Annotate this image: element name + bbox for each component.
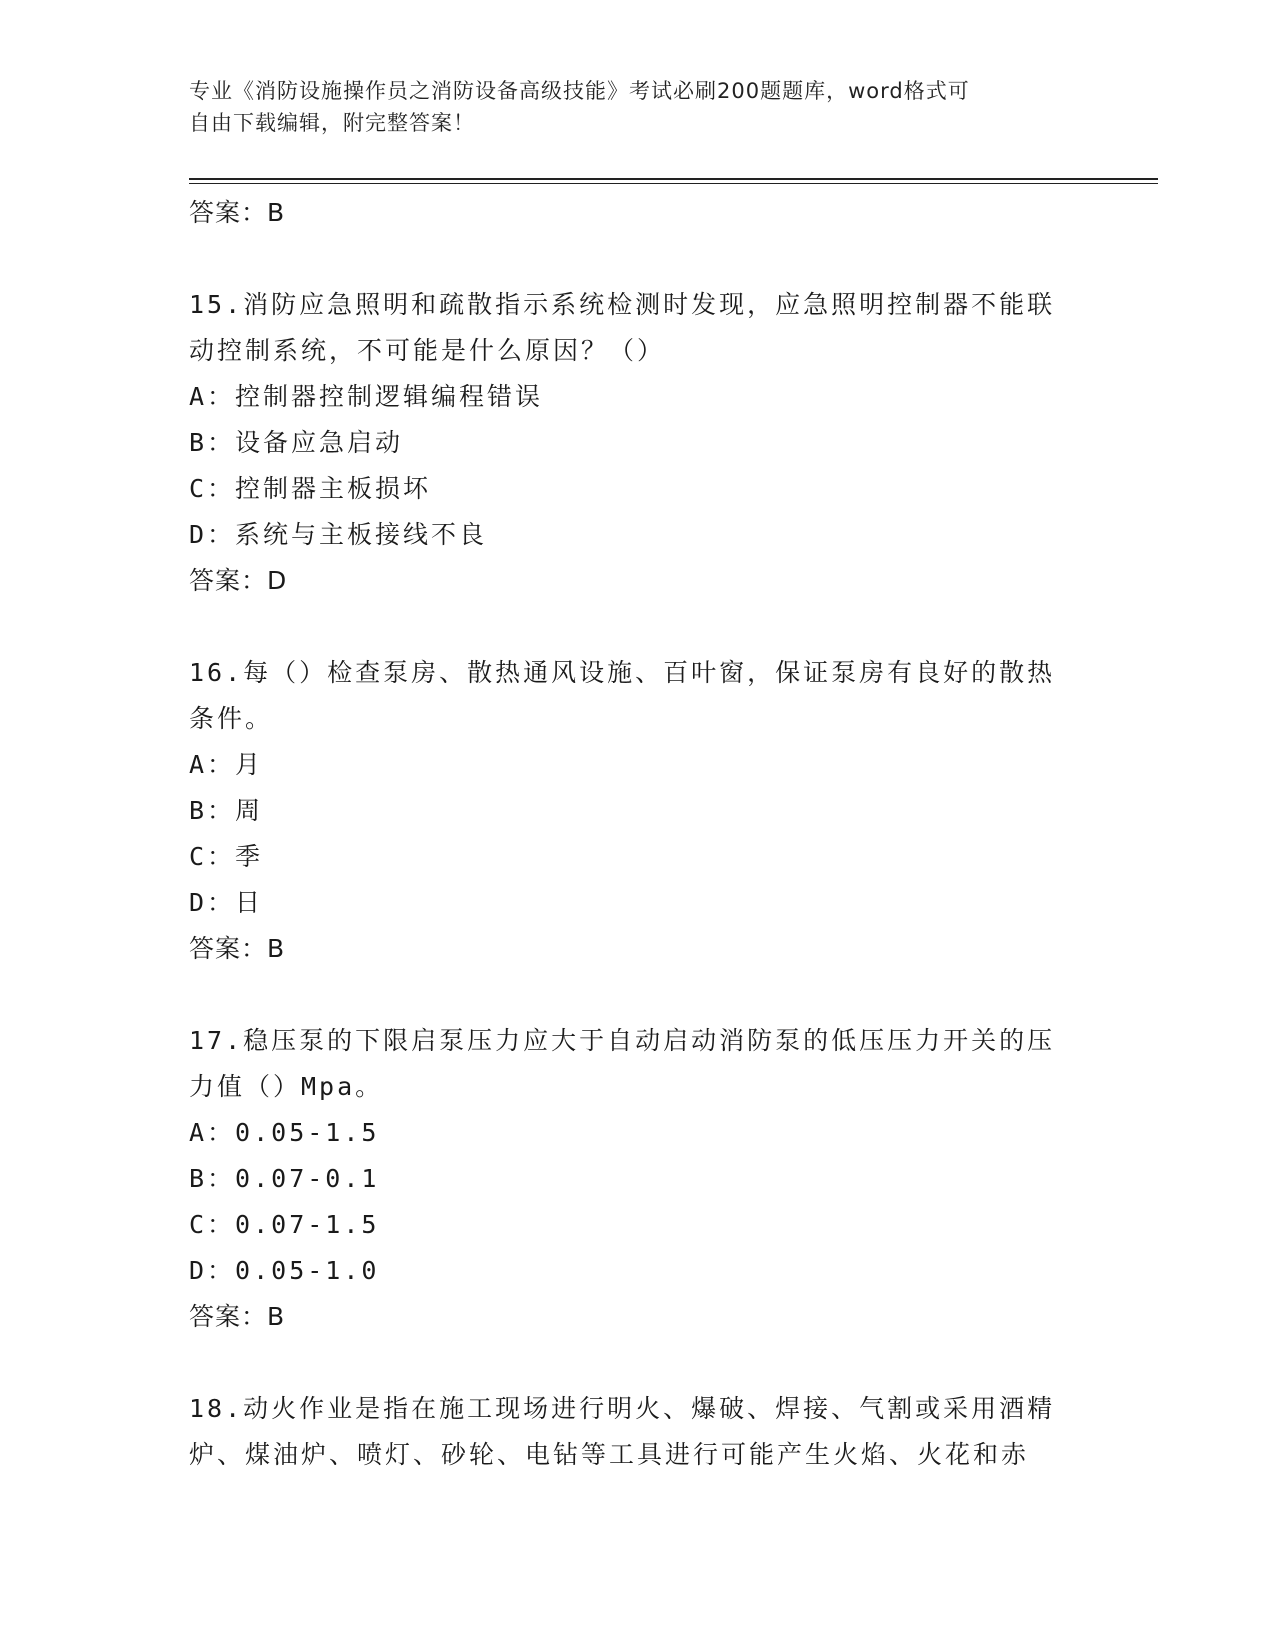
option-b: B：周 [189,796,264,825]
question-item [189,1386,1089,1478]
option-c: C：0.07-1.5 [189,1210,380,1239]
question-stem: 17.稳压泵的下限启泵压力应大于自动启动消防泵的低压压力开关的压力值（）Mpa。 [189,1026,1056,1101]
option-a: A：月 [189,750,264,779]
header-line-2: 自由下载编辑，附完整答案！ [189,111,475,135]
question-stem: 16.每（）检查泵房、散热通风设施、百叶窗，保证泵房有良好的散热条件。 [189,658,1056,733]
header-line-1: 专业《消防设施操作员之消防设备高级技能》考试必刷200题题库，word格式可 [189,79,970,103]
answer-line: 答案：B [189,198,286,227]
question-stem: 15.消防应急照明和疏散指示系统检测时发现，应急照明控制器不能联动控制系统，不可能是什么原因？（） [189,290,1056,365]
option-a: A：0.05-1.5 [189,1118,380,1147]
option-b: B：0.07-0.1 [189,1164,380,1193]
option-c: C：季 [189,842,264,871]
option-d: D：0.05-1.0 [189,1256,380,1285]
option-b: B：设备应急启动 [189,428,404,457]
question-item [189,1018,1089,1340]
header-divider-thick [189,178,1158,180]
question-list [189,190,1089,1478]
option-a: A：控制器控制逻辑编程错误 [189,382,544,411]
page-header [189,75,1069,139]
header-divider-thin [189,183,1158,184]
option-c: C：控制器主板损坏 [189,474,432,503]
answer-line: 答案：B [189,934,286,963]
option-d: D：日 [189,888,264,917]
answer-line: 答案：D [189,566,288,595]
option-d: D：系统与主板接线不良 [189,520,488,549]
answer-line: 答案：B [189,1302,286,1331]
question-stem: 18.动火作业是指在施工现场进行明火、爆破、焊接、气割或采用酒精炉、煤油炉、喷灯、砂轮、电钻等工具进行可能产生火焰、火花和赤 [189,1394,1056,1469]
question-item [189,282,1089,604]
question-item [189,650,1089,972]
